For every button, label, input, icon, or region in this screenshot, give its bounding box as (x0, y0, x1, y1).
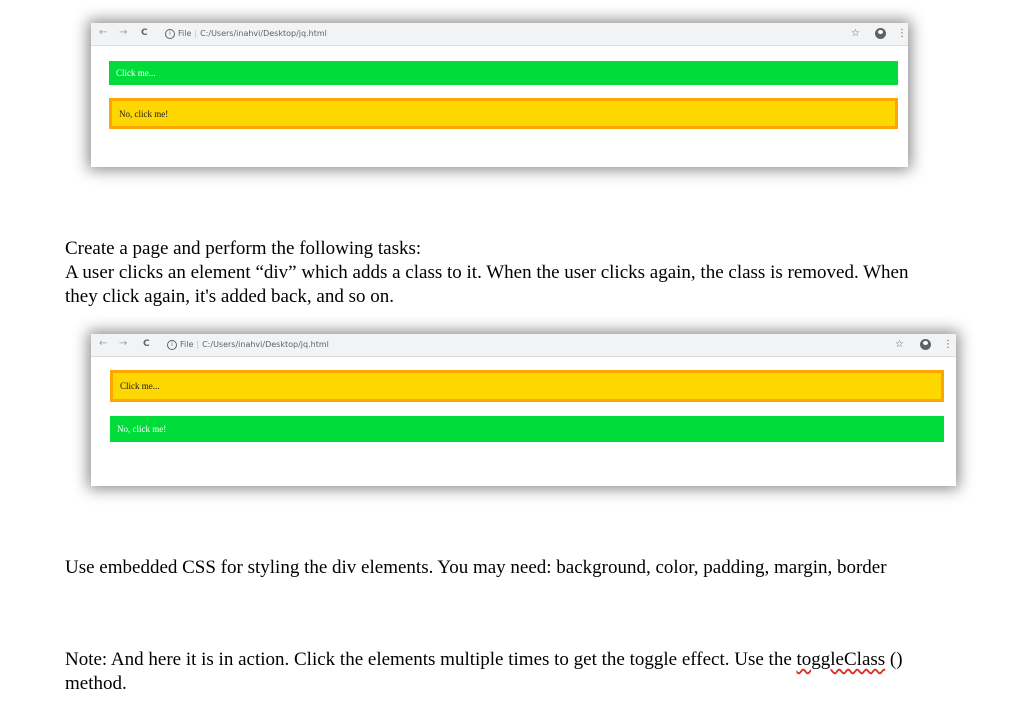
file-label: File (178, 29, 192, 38)
click-me-div[interactable]: Click me... (110, 370, 944, 402)
reload-icon[interactable]: C (141, 28, 148, 38)
back-icon[interactable]: ← (99, 338, 108, 349)
star-icon[interactable]: ☆ (895, 339, 904, 350)
info-icon[interactable]: i (167, 340, 177, 350)
info-icon[interactable]: i (165, 29, 175, 39)
note-prefix: Note: And here it is in action. Click the elements multiple times to get the toggle effect. Use the (65, 649, 792, 670)
back-icon[interactable]: ← (99, 27, 108, 38)
task-line-1: Create a page and perform the following tasks: (65, 238, 422, 259)
menu-icon[interactable]: ⋮ (943, 339, 953, 350)
browser-screenshot-1 (91, 23, 908, 167)
url-text[interactable]: C:/Users/inahvi/Desktop/jq.html (202, 340, 329, 349)
toggleclass-method: toggleClass (796, 649, 886, 670)
no-click-me-div[interactable]: No, click me! (110, 416, 944, 442)
profile-avatar-icon[interactable] (920, 338, 931, 351)
file-label: File (180, 340, 194, 349)
no-click-me-div[interactable]: No, click me! (109, 98, 898, 129)
task-line-2: A user clicks an element “div” which adds a class to it. When the user clicks again, the class is removed. When they click again, it's added back, and so on. (65, 262, 909, 307)
reload-icon[interactable]: C (143, 339, 150, 349)
browser-screenshot-2 (91, 334, 956, 486)
css-instructions: Use embedded CSS for styling the div elements. You may need: background, color, padding, margin, border (65, 557, 887, 578)
address-bar[interactable] (165, 26, 845, 41)
url-separator: | (194, 29, 198, 38)
toggle-note (65, 648, 945, 696)
star-icon[interactable]: ☆ (851, 28, 860, 39)
forward-icon[interactable]: → (119, 338, 128, 349)
url-text[interactable]: C:/Users/inahvi/Desktop/jq.html (200, 29, 327, 38)
forward-icon[interactable]: → (119, 27, 128, 38)
profile-avatar-icon[interactable] (875, 27, 886, 40)
click-me-div[interactable]: Click me... (109, 61, 898, 85)
url-separator: | (196, 340, 200, 349)
task-description (65, 237, 945, 309)
address-bar[interactable] (167, 337, 887, 352)
note-suffix: () method. (65, 649, 903, 694)
browser-toolbar (91, 334, 956, 357)
browser-toolbar (91, 23, 908, 46)
menu-icon[interactable]: ⋮ (897, 28, 907, 39)
